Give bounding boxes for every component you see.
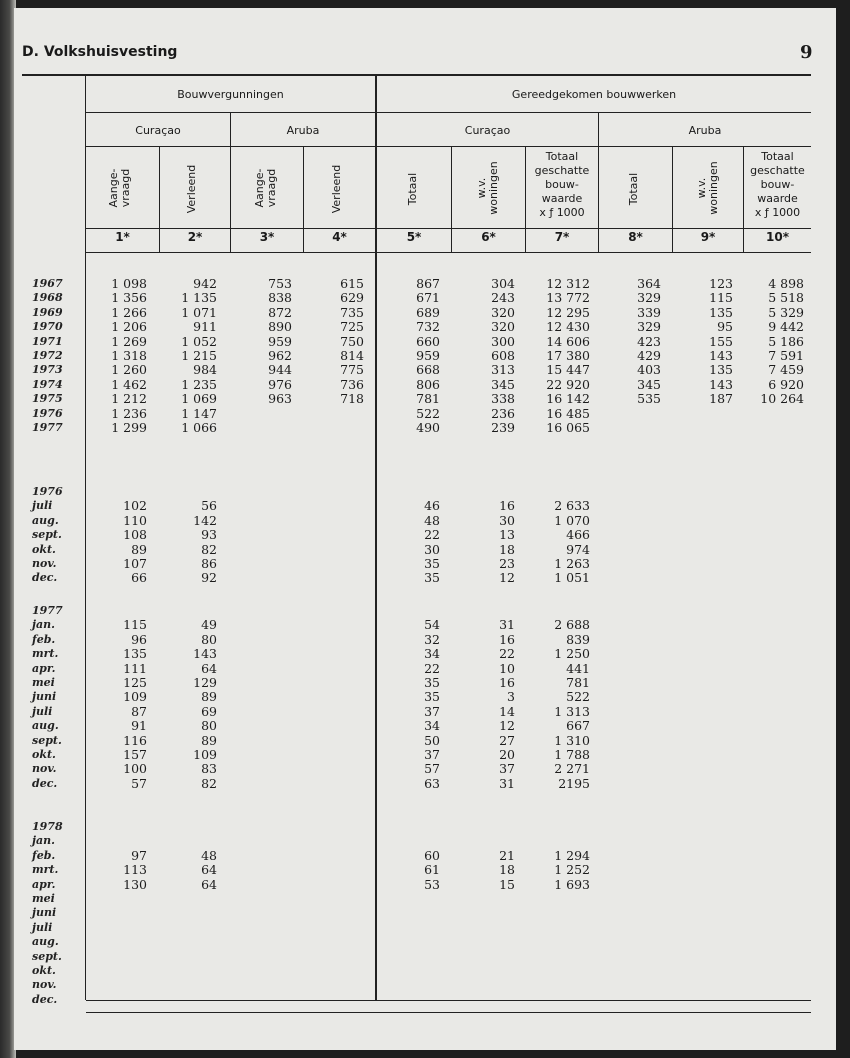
row-label: mei [32,892,55,905]
table-cell: 867 [416,276,440,291]
row-label: 1976 [32,406,63,420]
table-cell: 9 442 [768,319,804,335]
row-label: 1976 [32,485,63,498]
table-cell: 123 [709,276,733,291]
table-cell: 689 [416,304,440,320]
row-label: 1974 [32,377,63,391]
table-cell: 839 [566,631,590,647]
table-cell: 82 [201,541,217,557]
row-label: nov. [32,762,57,776]
table-cell: 329 [637,319,661,335]
table-cell: 109 [123,689,147,705]
table-cell: 667 [566,718,590,734]
table-cell: 5 329 [768,304,804,320]
row-label: 1972 [32,349,63,362]
table-cell: 2195 [558,775,590,791]
table-cell: 108 [123,527,147,543]
table-cell: 89 [201,689,217,705]
table-cell: 100 [123,761,147,777]
col-label-totaal-bouwwaarde: Totaal geschatte bouw- waarde x ƒ 1000 [534,150,590,219]
table-cell: 142 [193,512,217,528]
table-cell: 66 [131,570,147,586]
row-label: mei [32,676,55,689]
row-label: apr. [32,877,56,891]
table-cell: 1 260 [111,362,147,378]
table-cell: 93 [201,527,217,543]
table-cell: 300 [491,333,515,349]
table-cell: 1 252 [554,862,590,878]
table-cell: 535 [637,391,661,407]
table-cell: 157 [123,747,147,762]
group-divider [375,74,377,1000]
table-cell: 129 [193,675,217,690]
table-cell: 423 [637,333,661,349]
col-number: 2* [187,230,203,244]
table-cell: 615 [340,276,364,291]
table-cell: 18 [499,541,515,557]
table-bottom-rule-2 [86,1012,811,1013]
table-cell: 83 [201,761,217,777]
row-label: okt. [32,542,56,556]
table-cell: 110 [123,512,147,528]
col-label-wv-woningen: w.v. woningen [475,161,500,215]
table-cell: 97 [131,847,147,863]
table-cell: 22 [499,646,515,662]
table-cell: 10 264 [760,391,804,407]
table-cell: 668 [416,362,440,378]
table-cell: 35 [424,556,440,571]
table-cell: 125 [123,675,147,690]
row-label: 1970 [32,320,63,334]
table-cell: 16 [499,498,515,514]
table-cell: 12 295 [546,304,590,320]
table-cell: 1 051 [554,570,590,586]
table-cell: 109 [193,747,217,762]
table-cell: 89 [131,541,147,557]
table-cell: 30 [424,541,440,557]
table-cell: 18 [499,862,515,878]
col-number: 10* [766,230,789,244]
col-number: 9* [700,230,716,244]
table-cell: 15 447 [546,362,590,378]
table-cell: 872 [268,304,292,320]
table-cell: 345 [491,376,515,392]
col-number: 8* [628,230,643,244]
table-cell: 37 [424,703,440,719]
table-cell: 49 [201,617,217,633]
table-cell: 1 294 [554,847,590,863]
table-cell: 34 [424,718,440,734]
table-cell: 7 459 [768,362,804,378]
table-cell: 95 [717,319,733,335]
table-cell: 96 [131,631,147,647]
row-label: jan. [32,618,55,632]
table-cell: 69 [201,703,217,719]
table-cell: 13 772 [546,290,590,306]
table-cell: 2 633 [554,498,590,514]
table-cell: 243 [491,290,515,306]
table-cell: 20 [499,747,515,762]
table-cell: 35 [424,570,440,586]
table-cell: 5 186 [768,333,804,349]
table-cell: 80 [201,631,217,647]
table-cell: 1 462 [111,376,147,392]
table-cell: 1 266 [111,304,147,320]
table-cell: 12 312 [546,276,590,291]
table-cell: 736 [340,376,364,392]
table-cell: 1 052 [181,333,217,349]
table-cell: 441 [566,660,590,676]
table-cell: 14 [499,703,515,719]
row-label: 1978 [32,820,63,833]
row-label: 1977 [32,421,63,434]
table-cell: 92 [201,570,217,586]
row-label: feb. [32,848,56,862]
table-cell: 1 212 [111,391,147,407]
table-cell: 1 135 [181,290,217,306]
row-label: 1971 [32,334,63,348]
group-header-rule [86,112,811,113]
row-label: sept. [32,528,62,542]
table-cell: 403 [637,362,661,378]
col-label-totaal-bouwwaarde: Totaal geschatte bouw- waarde x ƒ 1000 [750,150,805,219]
table-cell: 61 [424,862,440,878]
table-cell: 976 [268,376,292,392]
row-label: 1977 [32,604,63,617]
table-cell: 522 [566,689,590,705]
row-label: 1968 [32,291,63,305]
table-cell: 944 [268,362,292,378]
table-cell: 781 [566,675,590,690]
table-cell: 87 [131,703,147,719]
table-cell: 16 [499,675,515,690]
table-cell: 1 788 [554,747,590,762]
table-cell: 775 [340,362,364,378]
table-cell: 718 [340,391,364,407]
col-label-totaal: Totaal [627,172,640,206]
table-cell: 48 [424,512,440,528]
stub-rule [85,74,86,1000]
table-cell: 1 236 [111,405,147,421]
table-cell: 522 [416,405,440,421]
table-cell: 1 206 [111,319,147,335]
row-label: dec. [32,992,58,1006]
col-number: 4* [332,230,347,244]
table-cell: 1 263 [554,556,590,571]
row-label: 1975 [32,392,63,406]
table-cell: 236 [491,405,515,421]
table-cell: 130 [123,876,147,892]
page-number: 9 [800,42,813,63]
col-number: 3* [259,230,275,244]
table-cell: 48 [201,847,217,863]
row-label: 1969 [32,305,63,319]
table-cell: 345 [637,376,661,392]
table-cell: 35 [424,675,440,690]
table-cell: 64 [201,862,217,878]
table-cell: 10 [499,660,515,676]
row-label: juli [32,704,53,718]
table-cell: 143 [709,376,733,392]
table-cell: 490 [416,420,440,435]
table-cell: 135 [709,304,733,320]
subheader-aruba: Aruba [286,124,320,137]
section-title: D. Volkshuisvesting [22,44,178,60]
table-cell: 732 [416,319,440,335]
table-cell: 56 [201,498,217,514]
col-label-aangevraagd: Aange- vraagd [253,168,278,208]
table-cell: 1 269 [111,333,147,349]
table-cell: 239 [491,420,515,435]
colno-rule [86,252,811,253]
row-label: dec. [32,776,58,790]
table-cell: 16 065 [546,420,590,435]
table-cell: 364 [637,276,661,291]
table-cell: 429 [637,348,661,363]
table-cell: 959 [416,348,440,363]
table-cell: 57 [424,761,440,777]
table-cell: 37 [499,761,515,777]
table-cell: 608 [491,348,515,363]
table-cell: 12 [499,718,515,734]
table-cell: 959 [268,333,292,349]
row-label: nov. [32,978,57,992]
table-cell: 135 [709,362,733,378]
table-cell: 1 215 [181,348,217,363]
table-cell: 54 [424,617,440,633]
row-label: feb. [32,632,56,646]
table-cell: 15 [499,876,515,892]
row-label: aug. [32,513,59,527]
row-label: okt. [32,964,56,977]
col-label-totaal: Totaal [406,172,419,206]
table-cell: 13 [499,527,515,543]
row-label: aug. [32,935,59,949]
col-number: 6* [481,230,496,244]
table-cell: 64 [201,876,217,892]
table-cell: 963 [268,391,292,407]
row-label: mrt. [32,863,59,877]
table-cell: 1 235 [181,376,217,392]
table-cell: 911 [193,319,217,335]
row-label: sept. [32,949,62,963]
row-label: okt. [32,748,56,761]
table-cell: 22 [424,660,440,676]
col-number: 1* [115,230,130,244]
row-label: dec. [32,571,58,585]
table-cell: 974 [566,541,590,557]
table-cell: 21 [499,847,515,863]
table-cell: 2 271 [554,761,590,777]
table-cell: 64 [201,660,217,676]
table-cell: 32 [424,631,440,647]
table-cell: 313 [491,362,515,378]
group-header-gereedgekomen: Gereedgekomen bouwwerken [511,88,677,101]
row-label: 1973 [32,363,63,377]
table-cell: 116 [123,732,147,748]
table-cell: 1 071 [181,304,217,320]
table-cell: 107 [123,556,147,571]
table-cell: 80 [201,718,217,734]
table-cell: 1 356 [111,290,147,306]
row-label: juli [32,499,53,513]
table-cell: 31 [499,617,515,633]
row-label: juni [32,690,57,704]
col-label-aangevraagd: Aange- vraagd [107,168,132,208]
table-cell: 7 591 [768,348,804,363]
table-cell: 5 518 [768,290,804,306]
table-cell: 16 485 [546,405,590,421]
table-cell: 6 920 [768,376,804,392]
row-label: juni [32,906,57,920]
table-cell: 35 [424,689,440,705]
table-cell: 806 [416,376,440,392]
table-bottom-rule [86,1000,811,1001]
row-label: aug. [32,719,59,733]
table-cell: 91 [131,718,147,734]
table-cell: 12 430 [546,319,590,335]
table-cell: 304 [491,276,515,291]
row-label: jan. [32,834,55,848]
table-cell: 890 [268,319,292,335]
table-cell: 102 [123,498,147,514]
subheader-curacao: Curaçao [464,124,511,137]
table-cell: 60 [424,847,440,863]
subheader-curacao: Curaçao [135,124,181,137]
table-cell: 1 098 [111,276,147,291]
table-cell: 962 [268,348,292,363]
row-label: sept. [32,733,62,747]
table-cell: 984 [193,362,217,378]
table-cell: 338 [491,391,515,407]
row-label: nov. [32,557,57,570]
table-cell: 57 [131,775,147,791]
subheader-aruba: Aruba [688,124,722,137]
table-cell: 31 [499,775,515,791]
table-cell: 1 693 [554,876,590,892]
table-cell: 17 380 [546,348,590,363]
col-label-verleend: Verleend [185,164,198,214]
table-cell: 63 [424,775,440,791]
table-cell: 86 [201,556,217,571]
table-cell: 1 070 [554,512,590,528]
table-cell: 1 313 [554,703,590,719]
table-cell: 4 898 [768,276,804,291]
table-cell: 2 688 [554,617,590,633]
table-cell: 135 [123,646,147,662]
table-cell: 725 [340,319,364,335]
table-cell: 50 [424,732,440,748]
row-label: 1967 [32,277,63,290]
table-cell: 753 [268,276,292,291]
table-cell: 34 [424,646,440,662]
table-cell: 466 [566,527,590,543]
table-cell: 14 606 [546,333,590,349]
table-cell: 113 [123,862,147,878]
col-number: 7* [554,230,570,244]
table-cell: 115 [123,617,147,633]
table-cell: 750 [340,333,364,349]
table-cell: 660 [416,333,440,349]
table-cell: 46 [424,498,440,514]
col-number: 5* [406,230,422,244]
table-cell: 1 147 [181,405,217,421]
table-cell: 143 [193,646,217,662]
table-cell: 329 [637,290,661,306]
row-label: mrt. [32,647,59,661]
table-cell: 143 [709,348,733,363]
table-cell: 814 [340,348,364,363]
table-cell: 1 250 [554,646,590,662]
table-cell: 629 [340,290,364,306]
table-cell: 1 299 [111,420,147,435]
table-cell: 89 [201,732,217,748]
table-cell: 115 [709,290,733,306]
table-cell: 1 069 [181,391,217,407]
table-cell: 1 318 [111,348,147,363]
table-cell: 22 920 [546,376,590,392]
table-cell: 1 310 [554,732,590,748]
table-cell: 16 [499,631,515,647]
table-cell: 942 [193,276,217,291]
table-cell: 12 [499,570,515,586]
table-cell: 187 [709,391,733,407]
table-cell: 82 [201,775,217,791]
table-cell: 37 [424,747,440,762]
table-cell: 23 [499,556,515,571]
table-cell: 320 [491,319,515,335]
table-cell: 781 [416,391,440,407]
table-cell: 3 [507,689,515,705]
table-cell: 22 [424,527,440,543]
table-cell: 339 [637,304,661,320]
col-label-verleend: Verleend [330,164,343,214]
table-cell: 320 [491,304,515,320]
table-cell: 111 [123,660,147,676]
table-cell: 155 [709,333,733,349]
table-cell: 53 [424,876,440,892]
table-cell: 671 [416,290,440,306]
row-label: juli [32,920,53,934]
table-top-rule [22,74,811,76]
table-cell: 838 [268,290,292,306]
row-label: apr. [32,661,56,675]
table-cell: 1 066 [181,420,217,435]
table-cell: 30 [499,512,515,528]
table-cell: 16 142 [546,391,590,407]
table-cell: 735 [340,304,364,320]
col-label-wv-woningen: w.v. woningen [695,161,720,215]
group-header-bouwvergunningen: Bouwvergunningen [177,88,284,101]
table-cell: 27 [499,732,515,748]
